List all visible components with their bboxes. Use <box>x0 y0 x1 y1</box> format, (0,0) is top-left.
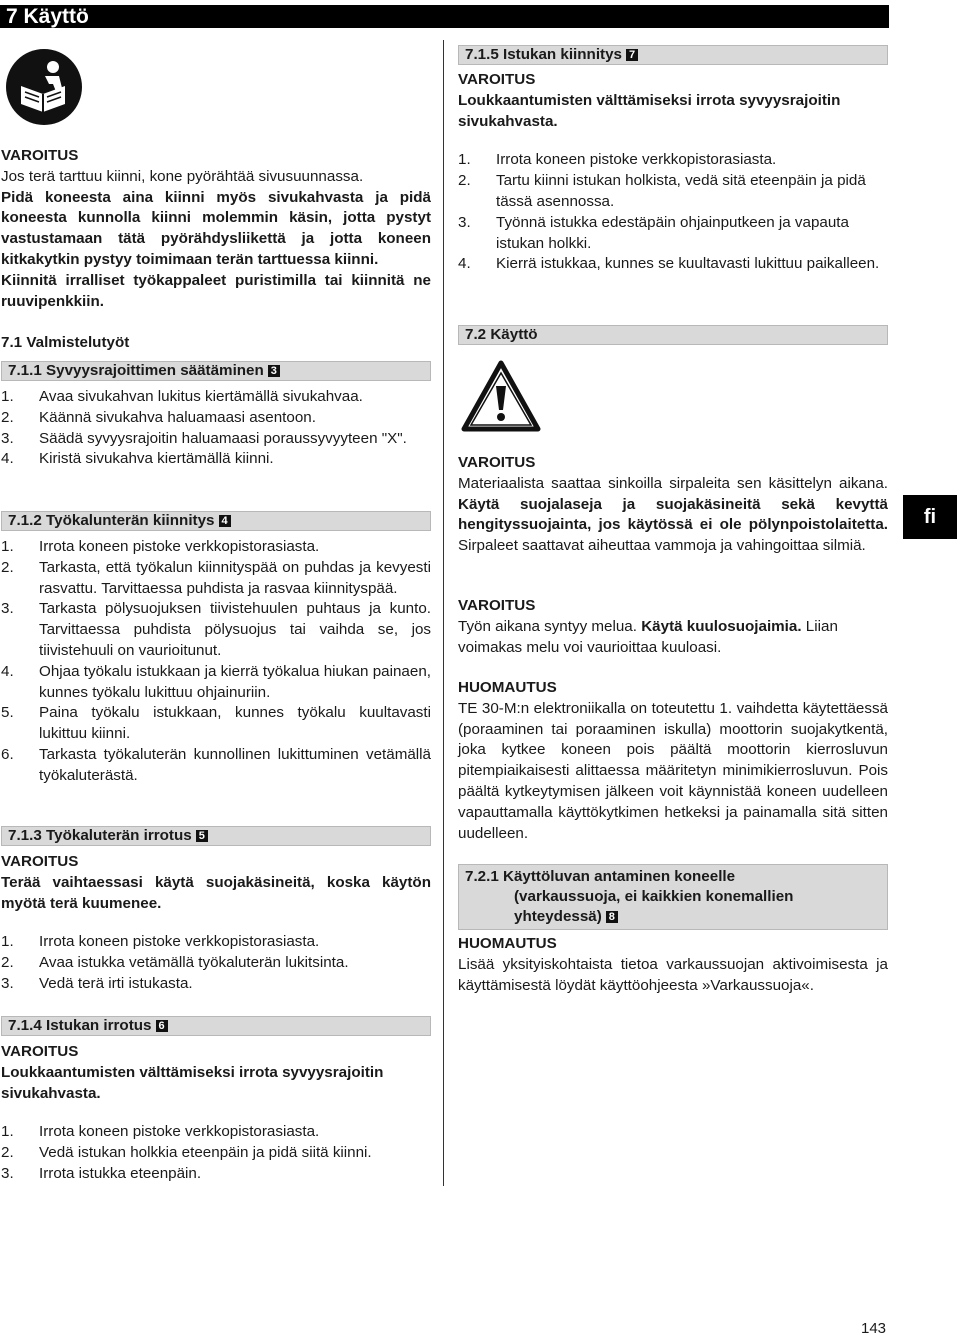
steps-list <box>1 932 431 994</box>
list-item <box>1 537 431 558</box>
step-number: 1. <box>1 538 14 555</box>
warning-text-part: Sirpaleet saattavat aiheuttaa vammoja ja vahingoittaa silmiä. <box>458 537 866 555</box>
warning-bold-text: Loukkaantumisten välttämiseksi irrota syvyysrajoitin sivukahvasta. <box>1 1063 384 1102</box>
step-number: 4. <box>1 450 14 468</box>
section-title: 7.1.4 Istukan irrotus <box>8 1017 152 1034</box>
list-item <box>1 387 431 408</box>
list-item <box>1 1122 431 1143</box>
figure-ref-badge: 6 <box>156 1020 168 1032</box>
figure-ref-badge: 5 <box>196 830 208 842</box>
step-text: Kiristä sivukahva kiertämällä kiinni. <box>39 450 274 468</box>
section-7-1-5 <box>458 45 888 275</box>
section-heading-7-1 <box>1 333 431 354</box>
step-number: 2. <box>458 172 471 190</box>
warning-block-splinters <box>458 453 888 557</box>
figure-ref-badge: 7 <box>626 49 638 61</box>
section-header-bar <box>1 1016 431 1036</box>
warning-label: VAROITUS <box>458 71 536 88</box>
step-text: Käännä sivukahva haluamaasi asentoon. <box>39 408 316 426</box>
section-header-bar <box>1 361 431 381</box>
page-number: 143 <box>861 1320 887 1337</box>
step-text: Tarkasta, että työkalun kiinnityspää on puhdas ja kevyesti rasvattu. Tarvittaessa puhdista ja rasvaa kiinnityspää. <box>39 558 431 597</box>
section-7-1-1 <box>1 361 431 470</box>
note-label: HUOMAUTUS <box>458 935 557 952</box>
steps-list <box>1 1122 431 1184</box>
step-number: 1. <box>458 151 471 169</box>
list-item <box>1 1164 431 1185</box>
section-title: 7.1 Valmistelutyöt <box>1 334 130 351</box>
step-number: 2. <box>1 408 14 426</box>
step-number: 6. <box>1 745 14 763</box>
warning-bold-text: Käytä suojalaseja ja suojakäsineitä sekä kevyttä hengityssuojainta, jos käytössä ei ole pölynpoistolaitetta. <box>458 495 888 534</box>
step-number: 1. <box>1 933 14 951</box>
step-number: 4. <box>458 255 471 273</box>
warning-triangle-icon <box>461 360 541 432</box>
warning-text-part: Työn aikana syntyy melua. <box>458 617 637 635</box>
step-text: Irrota koneen pistoke verkkopistorasiasta. <box>39 538 320 555</box>
warning-text-part: Materiaalista saattaa sinkoilla sirpaleita sen käsittelyn aikana. <box>458 474 888 492</box>
step-text: Vedä terä irti istukasta. <box>39 974 193 992</box>
section-header-bar <box>1 826 431 846</box>
note-block-motor-protection <box>458 678 888 844</box>
section-7-2-1 <box>458 864 888 996</box>
step-text: Tarkasta pölysuojuksen tiivistehuulen puhtaus ja kunto. Tarvittaessa puhdista pölysuojus tai vaihda se, jos tiivistehuuli on vaurioitunut. <box>39 600 431 659</box>
section-header-bar <box>1 511 431 531</box>
list-item <box>458 213 888 255</box>
warning-block-kickback <box>1 146 431 312</box>
warning-label: VAROITUS <box>1 853 79 870</box>
list-item <box>1 558 431 600</box>
list-item <box>1 449 431 470</box>
list-item <box>1 599 431 661</box>
step-text: Vedä istukan holkkia eteenpäin ja pidä siitä kiinni. <box>39 1144 372 1162</box>
step-text: Avaa sivukahvan lukitus kiertämällä sivukahvaa. <box>39 388 363 405</box>
note-text: Lisää yksityiskohtaista tietoa varkaussuojan aktivoimisesta ja käyttämisestä löydät käyttöohjeesta »Varkaussuoja«. <box>458 955 888 994</box>
steps-list <box>1 537 431 787</box>
step-number: 1. <box>1 388 14 405</box>
section-title: 7.2 Käyttö <box>465 326 538 343</box>
list-item <box>1 932 431 953</box>
chapter-title-bar <box>0 5 889 28</box>
list-item <box>1 429 431 450</box>
section-title: 7.1.2 Työkalunterän kiinnitys <box>8 512 215 529</box>
section-title-line <box>465 907 881 927</box>
warning-label: VAROITUS <box>458 454 536 471</box>
section-title: 7.1.3 Työkaluterän irrotus <box>8 827 192 844</box>
list-item <box>1 1143 431 1164</box>
section-title-line: (varkaussuoja, ei kaikkien konemallien <box>514 888 794 905</box>
steps-list <box>1 387 431 470</box>
list-item <box>458 171 888 213</box>
note-label: HUOMAUTUS <box>458 679 557 696</box>
list-item <box>1 953 431 974</box>
section-7-1-3 <box>1 826 431 995</box>
section-title: 7.1.1 Syvyysrajoittimen säätäminen <box>8 362 264 379</box>
step-number: 3. <box>1 600 14 618</box>
figure-ref-badge: 4 <box>219 515 231 527</box>
column-divider <box>443 40 444 1186</box>
warning-text <box>458 474 888 557</box>
warning-bold-text: Terää vaihtaessasi käytä suojakäsineitä, koska käytön myötä terä kuumenee. <box>1 873 431 912</box>
step-text: Tarkasta työkaluterän kunnollinen lukittuminen vetämällä työkaluterästä. <box>39 745 431 784</box>
chapter-title: 7 Käyttö <box>6 5 89 28</box>
warning-block-noise <box>458 596 888 658</box>
step-text: Irrota koneen pistoke verkkopistorasiasta. <box>39 933 320 951</box>
list-item <box>1 703 431 745</box>
step-number: 4. <box>1 662 14 680</box>
step-number: 3. <box>1 974 14 992</box>
read-manual-icon <box>5 48 83 126</box>
list-item <box>1 745 431 787</box>
list-item <box>1 408 431 429</box>
step-number: 3. <box>1 429 14 447</box>
language-tab <box>903 495 957 539</box>
step-text: Avaa istukka vetämällä työkaluterän lukitsinta. <box>39 954 349 972</box>
warning-bold-text: Pidä koneesta aina kiinni myös sivukahvasta ja pidä koneesta kunnolla kiinni molemmin käsin, jotta pystyt vastustamaan tätä pyörähdysliikettä ja jotta koneen kitkakytkin pystyy toimimaan terän tarttuessa kiinni. <box>1 188 431 268</box>
step-text: Irrota koneen pistoke verkkopistorasiasta. <box>39 1123 320 1141</box>
warning-text <box>458 617 888 659</box>
warning-label: VAROITUS <box>458 597 536 614</box>
figure-ref-badge: 3 <box>268 365 280 377</box>
step-text: Työnnä istukka edestäpäin ohjainputkeen ja vapauta istukan holkki. <box>496 213 849 252</box>
warning-label: VAROITUS <box>1 147 79 164</box>
step-number: 2. <box>1 1144 14 1162</box>
step-text: Kierrä istukkaa, kunnes se kuultavasti lukittuu paikalleen. <box>496 255 880 273</box>
section-header-bar <box>458 325 888 345</box>
list-item <box>1 662 431 704</box>
list-item <box>458 150 888 171</box>
step-text: Säädä syvyysrajoitin haluamaasi poraussyvyyteen "X". <box>39 429 407 447</box>
warning-bold-text: Loukkaantumisten välttämiseksi irrota syvyysrajoitin sivukahvasta. <box>458 91 841 130</box>
warning-text-part: Liian voimakas melu voi vaurioittaa kuuloasi. <box>458 617 838 656</box>
step-text: Paina työkalu istukkaan, kunnes työkalu kuultavasti lukittuu kiinni. <box>39 704 431 743</box>
step-number: 1. <box>1 1123 14 1141</box>
language-code: fi <box>923 505 937 528</box>
section-header-bar <box>458 864 888 930</box>
step-number: 3. <box>1 1164 14 1182</box>
step-number: 2. <box>1 558 14 576</box>
step-number: 3. <box>458 213 471 231</box>
step-text: Irrota koneen pistoke verkkopistorasiasta. <box>496 151 777 169</box>
step-number: 5. <box>1 704 14 722</box>
warning-label: VAROITUS <box>1 1043 79 1060</box>
note-text: TE 30-M:n elektroniikalla on toteutettu 1. vaihdetta käytettäessä (poraaminen tai poraaminen iskulla) moottorin suojakytkentä, joka kytkee koneen pois päältä moottorin kierrosluvun pitempiaikaisesti alittaessa määritetyn minimikierrosluvun. Pois päältä kytkeytymisen jälkeen voit käynnistää koneen uudelleen vapauttamalla käyttökytkimen hetkeksi ja painamalla sitä sitten uudelleen. <box>458 699 888 842</box>
step-text: Irrota istukka eteenpäin. <box>39 1164 202 1182</box>
step-number: 2. <box>1 954 14 972</box>
section-7-1-2 <box>1 511 431 787</box>
section-title: 7.2.1 Käyttöluvan antaminen koneelle <box>465 868 736 885</box>
section-header-bar <box>458 45 888 65</box>
list-item <box>458 254 888 275</box>
warning-bold-text: Käytä kuulosuojaimia. <box>641 617 802 635</box>
step-text: Ohjaa työkalu istukkaan ja kierrä työkalua hiukan painaen, kunnes työkalu lukittuu ohjainuriin. <box>39 662 431 701</box>
section-7-2 <box>458 325 888 345</box>
figure-ref-badge: 8 <box>606 911 618 923</box>
warning-text: Jos terä tarttuu kiinni, kone pyörähtää sivusuunnassa. <box>1 167 364 185</box>
steps-list <box>458 150 888 275</box>
list-item <box>1 974 431 995</box>
section-title: 7.1.5 Istukan kiinnitys <box>465 46 622 63</box>
warning-bold-text-2: Kiinnitä irralliset työkappaleet puristimilla tai kiinnitä ne ruuvipenkkiin. <box>1 271 431 310</box>
section-title-part: yhteydessä) <box>514 908 602 925</box>
step-text: Tartu kiinni istukan holkista, vedä sitä eteenpäin ja pidä tässä asennossa. <box>496 172 866 210</box>
section-7-1-4 <box>1 1016 431 1185</box>
